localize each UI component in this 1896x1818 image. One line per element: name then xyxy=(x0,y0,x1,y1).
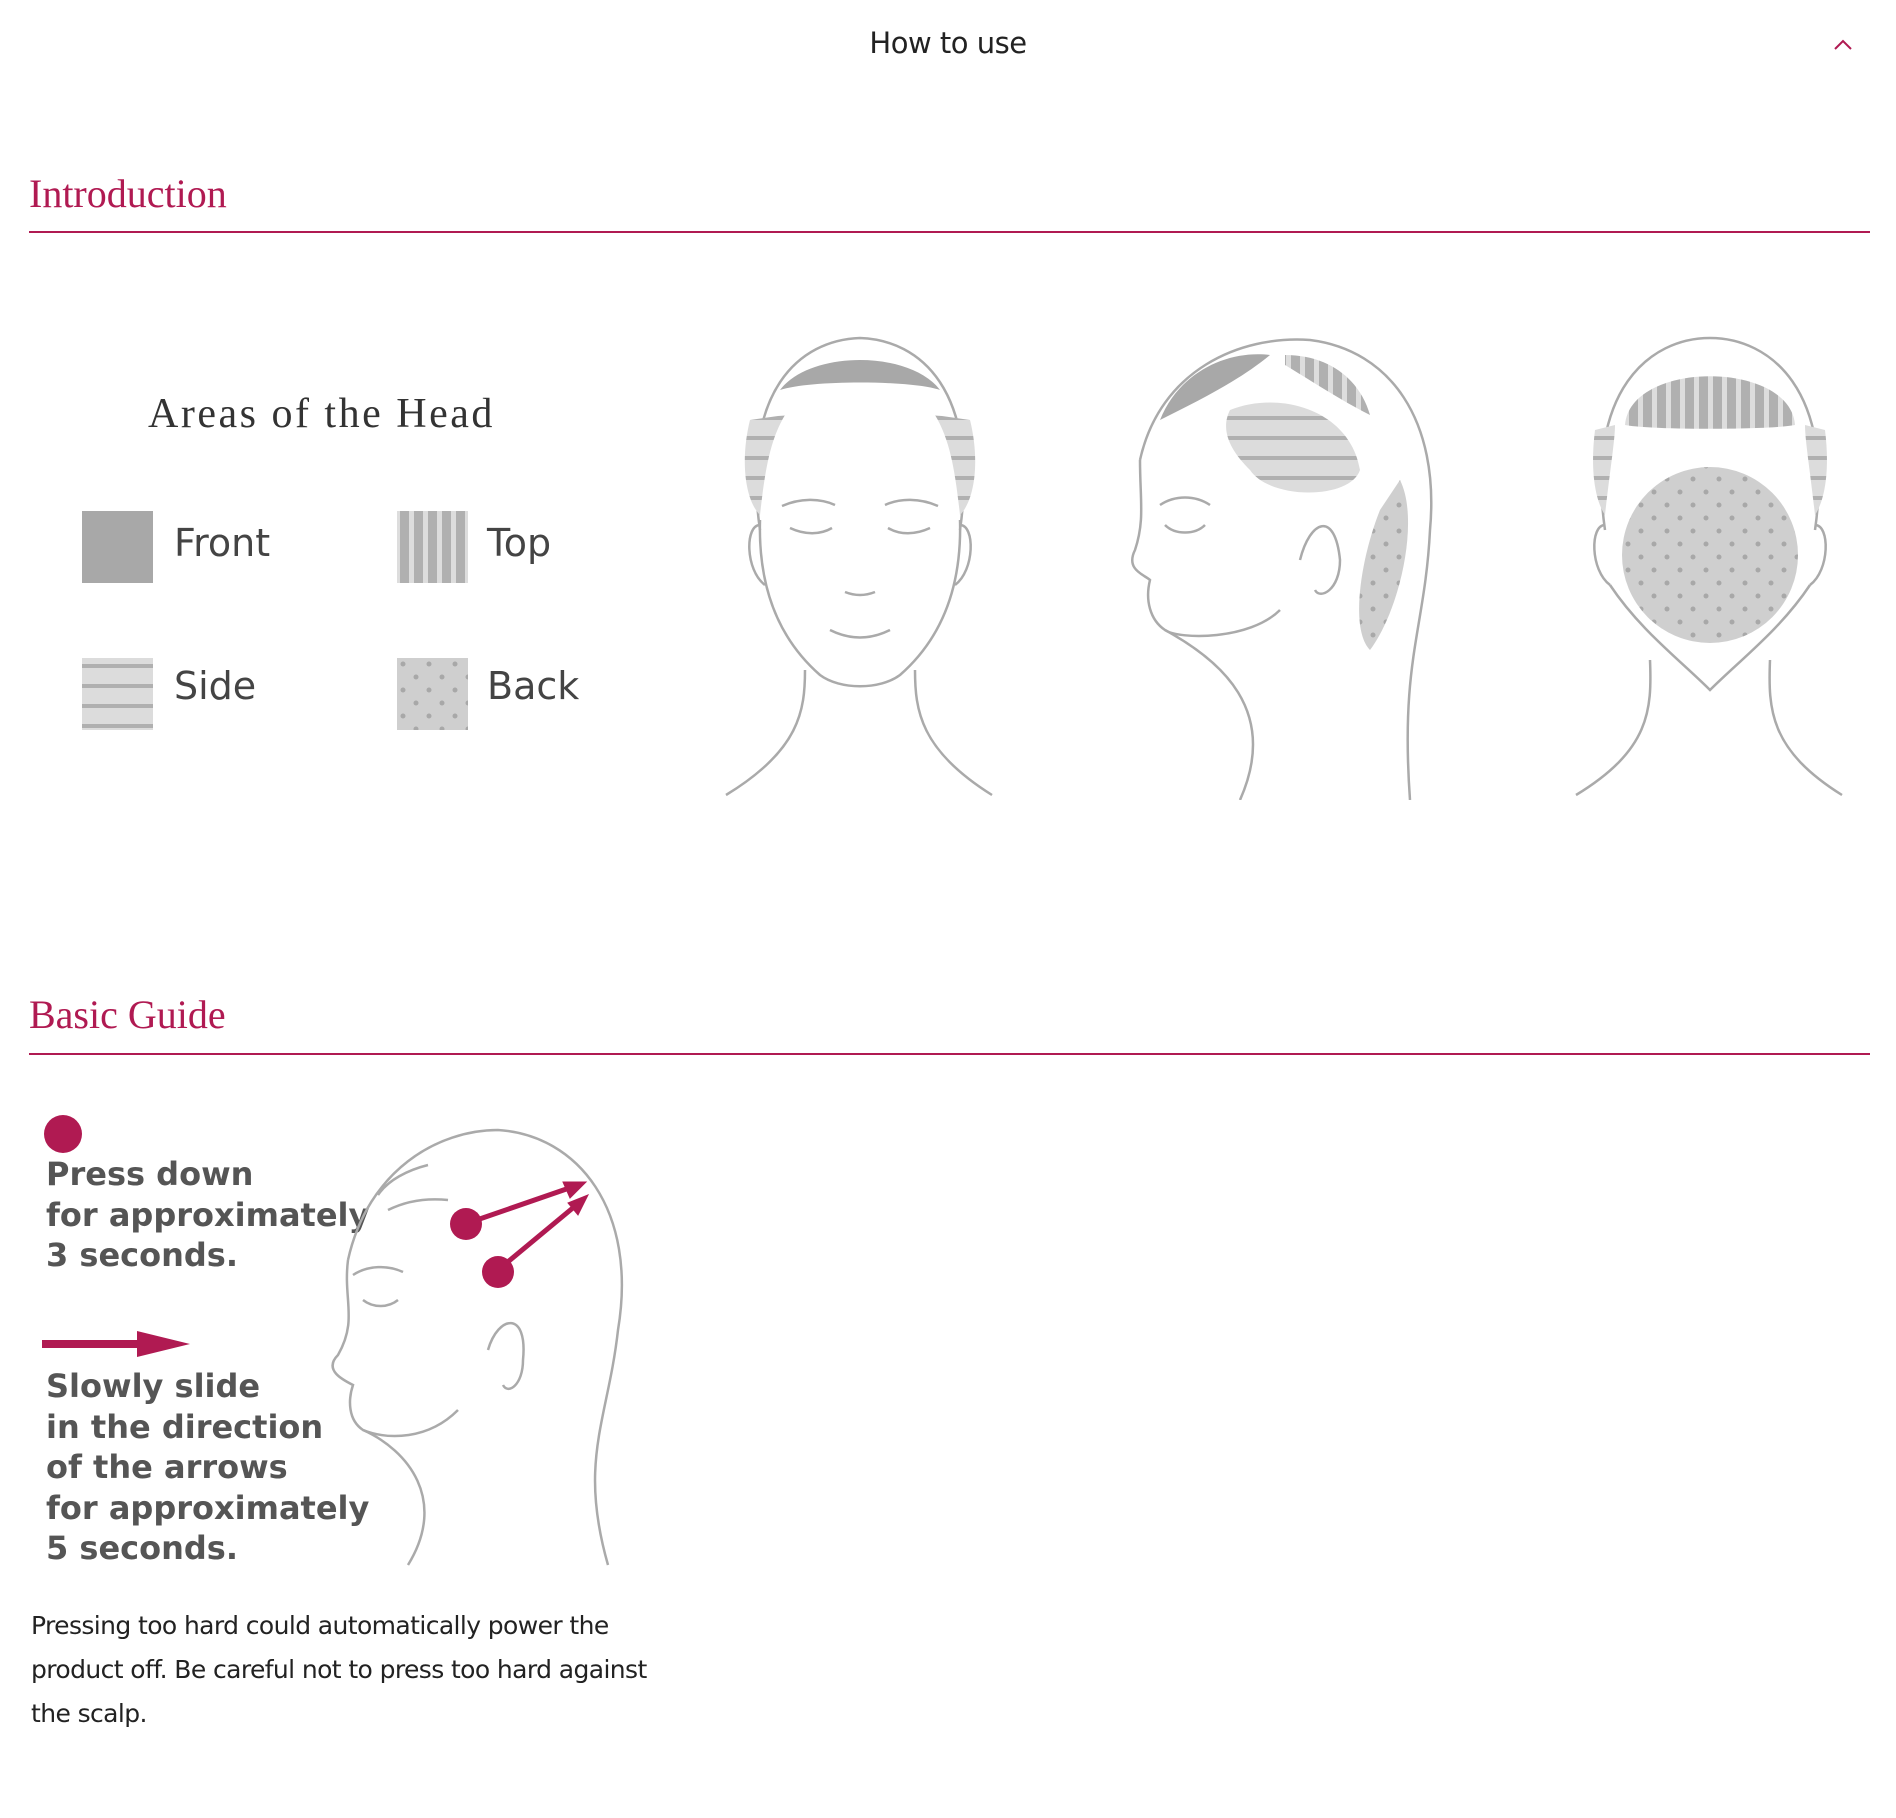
press-point-icon xyxy=(43,1114,83,1154)
back-head-illustration xyxy=(1570,330,1850,800)
introduction-divider xyxy=(29,231,1870,233)
slide-line: for approximately xyxy=(46,1488,370,1527)
slide-arrow-icon xyxy=(42,1330,192,1360)
massage-head-illustration xyxy=(318,1120,638,1570)
pressure-warning-note: Pressing too hard could automatically power the product off. Be careful not to press too hard against the scalp. xyxy=(31,1611,647,1728)
slide-line: of the arrows xyxy=(46,1448,288,1486)
basic-guide-divider xyxy=(29,1053,1870,1055)
front-head-illustration xyxy=(720,330,1000,800)
legend-title: Areas of the Head xyxy=(148,391,495,437)
basic-guide-heading: Basic Guide xyxy=(29,992,226,1037)
press-line: Press down xyxy=(46,1155,254,1193)
legend-label-front: Front xyxy=(174,521,271,565)
side-head-illustration xyxy=(1120,330,1450,800)
back-swatch xyxy=(397,658,468,730)
side-swatch xyxy=(82,658,153,730)
legend-label-top: Top xyxy=(487,521,552,565)
top-swatch xyxy=(397,511,468,583)
slide-line: 5 seconds. xyxy=(46,1529,238,1567)
press-line: for approximately xyxy=(46,1195,370,1234)
chevron-up-icon[interactable] xyxy=(1828,30,1858,60)
front-swatch xyxy=(82,511,153,583)
slide-line: Slowly slide xyxy=(46,1367,261,1405)
slide-line: in the direction xyxy=(46,1407,324,1446)
press-line: 3 seconds. xyxy=(46,1236,238,1274)
legend-label-side: Side xyxy=(174,664,257,708)
accordion-title[interactable]: How to use xyxy=(869,26,1027,60)
legend-label-back: Back xyxy=(487,664,580,708)
introduction-heading: Introduction xyxy=(29,171,227,216)
